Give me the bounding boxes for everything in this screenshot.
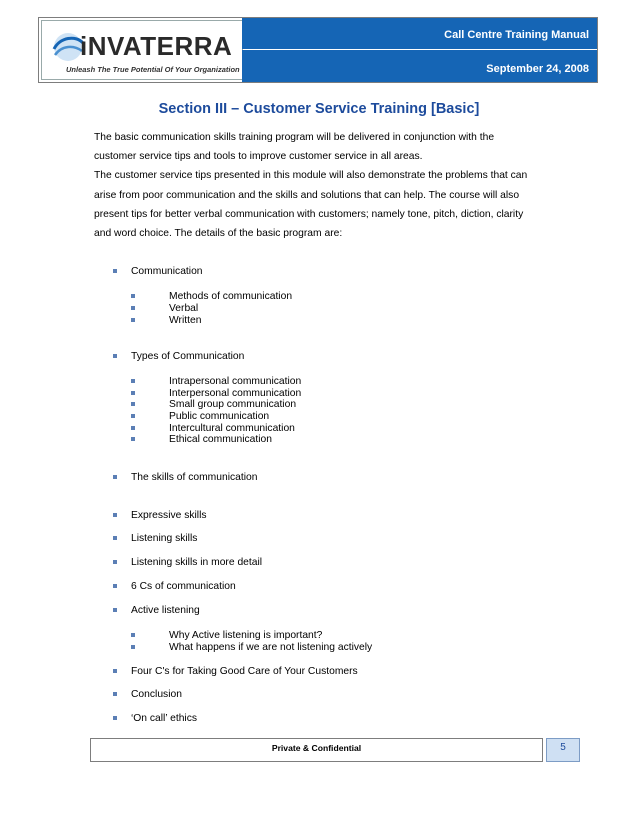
bullet-icon — [113, 716, 117, 720]
bullet-icon — [113, 692, 117, 696]
bullet-icon — [131, 414, 135, 418]
paragraph-line: arise from poor communication and the skills and solutions that can help. The course will also — [94, 189, 520, 201]
header-title-band — [242, 18, 597, 49]
page-number-box — [546, 738, 580, 762]
bullet-icon — [131, 306, 135, 310]
paragraph-line: customer service tips and tools to improve customer service in all areas. — [94, 151, 423, 163]
bullet-icon — [113, 560, 117, 564]
bullet-icon — [131, 437, 135, 441]
paragraph-line: The customer service tips presented in this module will also demonstrate the problems that can — [94, 170, 528, 182]
bullet-icon — [131, 633, 135, 637]
bullet-icon — [113, 475, 117, 479]
bullet-icon — [113, 354, 117, 358]
bullet-icon — [131, 379, 135, 383]
bullet-icon — [131, 645, 135, 649]
bullet-icon — [113, 269, 117, 273]
logo-wordmark: iNVATERRA — [80, 31, 233, 61]
bullet-icon — [113, 513, 117, 517]
bullet-icon — [131, 391, 135, 395]
header-date-band — [242, 50, 597, 82]
paragraph-line: The basic communication skills training program will be delivered in conjunction with the — [94, 132, 495, 143]
logo-tagline: Unleash The True Potential Of Your Organization — [66, 65, 240, 74]
document-title: Call Centre Training Manual — [444, 29, 589, 41]
section-title: Section III – Customer Service Training [Basic] — [158, 101, 480, 117]
paragraph-line: and word choice. The details of the basic program are: — [94, 228, 343, 240]
bullet-icon — [131, 402, 135, 406]
footer-label: Private & Confidential — [271, 743, 362, 753]
bullet-icon — [113, 608, 117, 612]
bullet-icon — [113, 669, 117, 673]
bullet-icon — [113, 536, 117, 540]
page-footer — [90, 738, 543, 762]
paragraph-line: present tips for better verbal communication with customers; namely tone, pitch, diction, clarity — [94, 208, 524, 220]
bullet-icon — [131, 294, 135, 298]
page-header — [38, 17, 598, 83]
bullet-icon — [131, 318, 135, 322]
document-date: September 24, 2008 — [486, 63, 589, 75]
bullet-icon — [131, 426, 135, 430]
intro-paragraph — [94, 128, 554, 243]
page-number: 5 — [560, 742, 566, 753]
company-logo — [41, 20, 243, 80]
bullet-icon — [113, 584, 117, 588]
